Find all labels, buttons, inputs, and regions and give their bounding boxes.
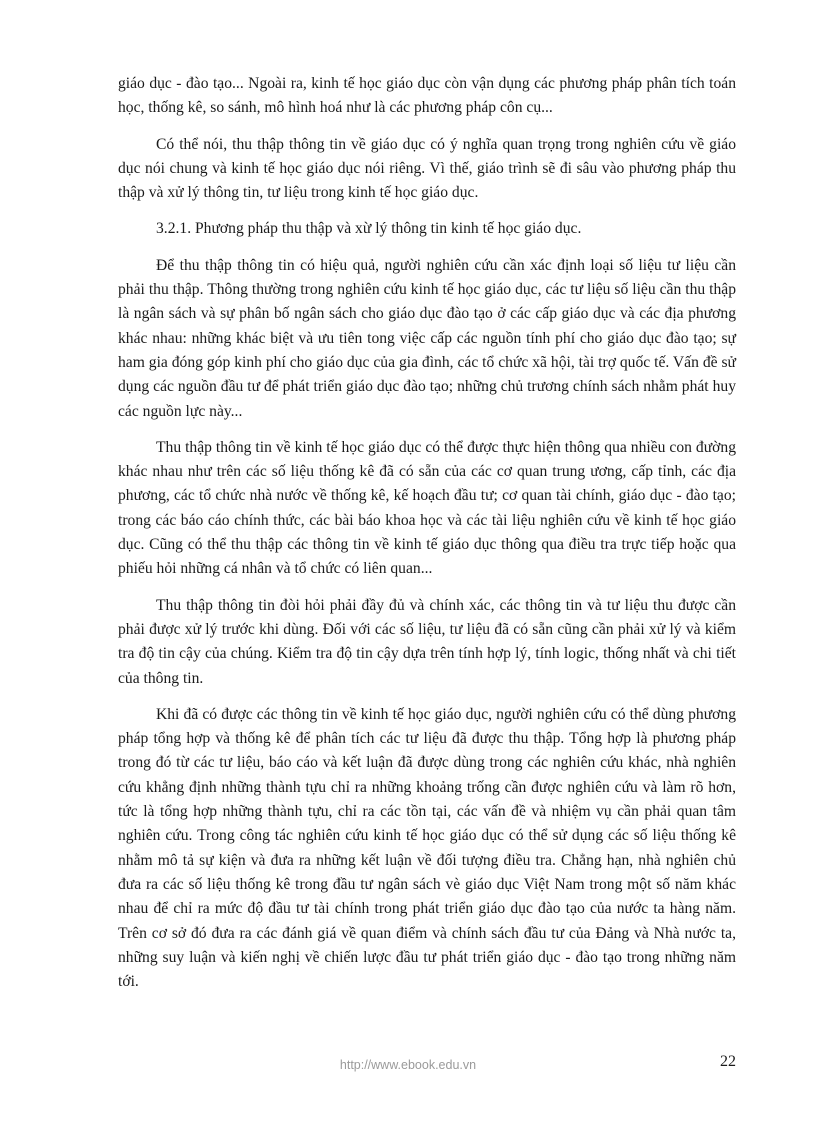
paragraph-verification: Thu thập thông tin đòi hỏi phải đầy đủ và chính xác, các thông tin và tư liệu thu được cần phải được xử lý trước khi dùng. Đối với các số liệu, tư liệu đã có sẵn cũng cần phải xử lý và kiểm tra độ tin cậy của chúng. Kiểm tra độ tin cậy dựa trên tính hợp lý, tính logic, thống nhất và chi tiết của thông tin. [118, 596, 736, 687]
section-heading: 3.2.1. Phương pháp thu thập và xừ lý thông tin kinh tế học giáo dục. [156, 220, 582, 238]
paragraph-collection-channels: Thu thập thông tin về kinh tế học giáo dục có thể được thực hiện thông qua nhiều con đường khác nhau như trên các số liệu thống kê đã có sẵn của các cơ quan trung ương, cấp tỉnh, các địa phương, các tổ chức nhà nước về thống kê, kế hoạch đầu tư; cơ quan tài chính, giáo dục - đào tạo; trong các báo cáo chính thức, các bài báo khoa học và các tài liệu nghiên cứu về kinh tế học giáo dục. Cũng có thể thu thập các thông tin về kinh tế giáo dục thông qua điều tra trực tiếp hoặc qua phiếu hỏi những cá nhân và tổ chức có liên quan... [118, 438, 736, 578]
footer-url: http://www.ebook.edu.vn [339, 1058, 477, 1072]
page-number: 22 [720, 1053, 736, 1070]
page-body [118, 72, 736, 1006]
paragraph-synthesis: Khi đã có được các thông tin về kinh tế học giáo dục, người nghiên cứu có thể dùng phương pháp tổng hợp và thống kê để phân tích các tư liệu đã được thu thập. Tổng hợp là phương pháp trong đó từ các tư liệu, báo cáo và kết luận đã được dùng trong các nghiên cứu khác, nhà nghiên cứu khẳng định những thành tựu chỉ ra những khoảng trống cần được nghiên cứu và làm rõ hơn, tức là tổng hợp những thành tựu, chỉ ra các tồn tại, các vấn đề và nhiệm vụ cần phải quan tâm nghiên cứu. Trong công tác nghiên cứu kinh tế học giáo dục có thể sử dụng các số liệu thống kê nhằm mô tả sự kiện và đưa ra những kết luận về đối tượng điều tra. Chẳng hạn, nhà nghiên chủ đưa ra các số liệu thống kê trong đầu tư ngân sách vè giáo dục Việt Nam trong một số năm khác nhau để chỉ ra mức độ đầu tư tài chính trong phát triển giáo dục đào tạo của nước ta hàng năm. Trên cơ sở đó đưa ra các đánh giá về quan điểm và chính sách đầu tư của Đảng và Nhà nước ta, những suy luận và kiến nghị về chiến lược đầu tư phát triển giáo dục - đào tạo trong những năm tới. [118, 705, 736, 991]
paragraph-data-types: Để thu thập thông tin có hiệu quả, người nghiên cứu cần xác định loại số liệu tư liệu cần phải thu thập. Thông thường trong nghiên cứu kinh tế học giáo dục, các tư liệu số liệu cần thu thập là ngân sách và sự phân bố ngân sách cho giáo dục đào tạo ở các cấp giáo dục và các địa phương khác nhau: những khác biệt và ưu tiên tong việc cấp các nguồn tính phí cho giáo dục đào tạo; sự ham gia đóng góp kinh phí cho giáo dục của gia đình, các tổ chức xã hội, tài trợ quốc tế. Vấn đề sử dụng các nguồn đầu tư để phát triển giáo dục đào tạo; những chủ trương chính sách nhằm phát huy các nguồn lực này... [118, 256, 736, 420]
paragraph-continuation: giáo dục - đào tạo... Ngoài ra, kinh tế học giáo dục còn vận dụng các phương pháp phân tích toán học, thống kê, so sánh, mô hình hoá như là các phương pháp côn cụ... [118, 75, 736, 117]
paragraph-importance: Có thể nói, thu thập thông tin về giáo dục có ý nghĩa quan trọng trong nghiên cứu về giáo dục nói chung và kinh tế học giáo dục nói riêng. Vì thế, giáo trình sẽ đi sâu vào phương pháp thu thập và xử lý thông tin, tư liệu trong kinh tế học giáo dục. [118, 135, 736, 202]
